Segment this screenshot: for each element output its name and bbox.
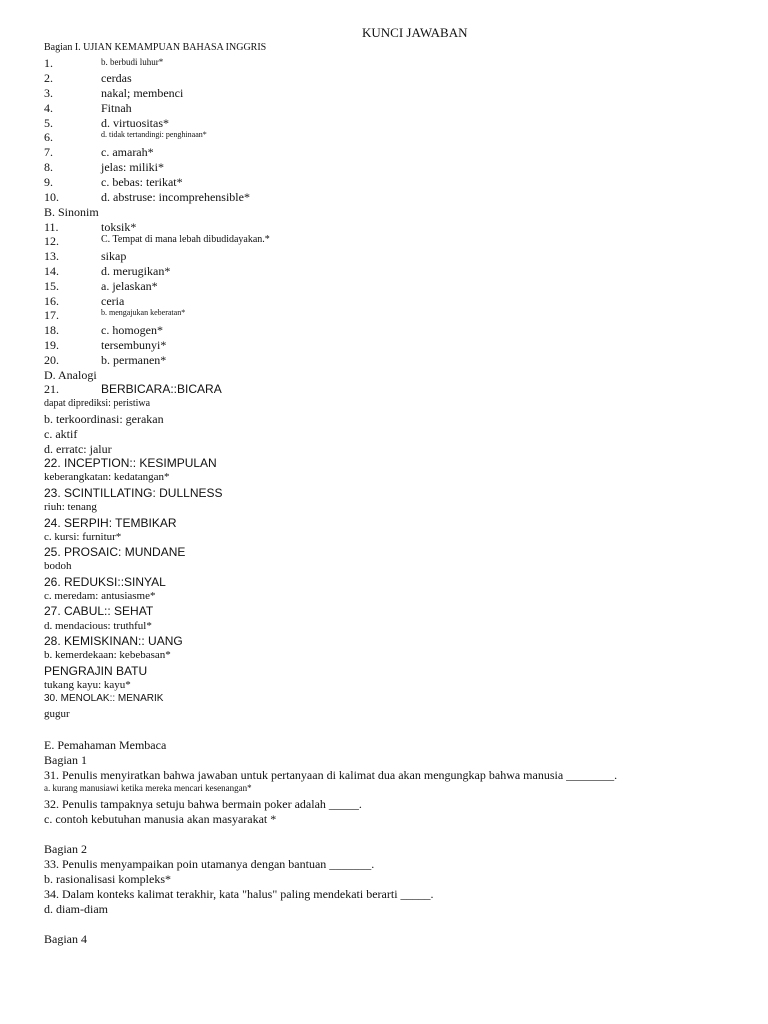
analogy-line: dapat diprediksi: peristiwa	[44, 398, 151, 409]
question-answer: d. diam-diam	[44, 902, 108, 916]
item-answer: a. jelaskan*	[101, 279, 158, 293]
analogy-line: 24. SERPIH: TEMBIKAR	[44, 516, 177, 530]
item-number: 18.	[44, 323, 59, 337]
analogy-line: PENGRAJIN BATU	[44, 664, 148, 678]
item-answer: sikap	[101, 249, 127, 263]
item-number: 13.	[44, 249, 59, 263]
item-number: 16.	[44, 294, 59, 308]
item-number: 6.	[44, 130, 53, 144]
item-answer: b. berbudi luhur*	[101, 57, 164, 67]
question-answer: a. kurang manusiawi ketika mereka mencari kesenangan*	[44, 783, 252, 793]
question-text: 33. Penulis menyampaikan poin utamanya dengan bantuan _______.	[44, 857, 375, 871]
item-answer: tersembunyi*	[101, 338, 167, 352]
analogy-line: b. terkoordinasi: gerakan	[44, 412, 164, 426]
analogy-line: c. kursi: furnitur*	[44, 531, 122, 543]
item-answer: ceria	[101, 294, 125, 308]
item-answer: jelas: miliki*	[101, 160, 164, 174]
analogy-line: tukang kayu: kayu*	[44, 679, 131, 691]
passage-label: Bagian 4	[44, 932, 87, 946]
item-number: 19.	[44, 338, 59, 352]
item-answer: c. amarah*	[101, 145, 154, 159]
item-number: 11.	[44, 220, 59, 234]
item-number: 2.	[44, 71, 53, 85]
item-answer: toksik*	[101, 220, 137, 234]
item-number: 14.	[44, 264, 59, 278]
item-number: 1.	[44, 56, 53, 70]
question-answer: c. contoh kebutuhan manusia akan masyarakat *	[44, 812, 277, 826]
question-answer: b. rasionalisasi kompleks*	[44, 872, 171, 886]
analogy-line: 28. KEMISKINAN:: UANG	[44, 634, 183, 648]
item-answer: Fitnah	[101, 101, 132, 115]
analogy-line: riuh: tenang	[44, 501, 97, 513]
analogy-line: keberangkatan: kedatangan*	[44, 471, 170, 483]
item-number: 4.	[44, 101, 53, 115]
page-title: KUNCI JAWABAN	[362, 25, 468, 40]
item-number: 9.	[44, 175, 53, 189]
analogy-line: bodoh	[44, 560, 72, 572]
analogy-line: d. erratc: jalur	[44, 442, 112, 456]
analogy-line: c. aktif	[44, 427, 78, 441]
item-number: 8.	[44, 160, 53, 174]
item-answer: nakal; membenci	[101, 86, 184, 100]
analogy-line: d. mendacious: truthful*	[44, 620, 152, 632]
item-answer: b. permanen*	[101, 353, 167, 367]
analogy-line: 27. CABUL:: SEHAT	[44, 604, 154, 618]
item-number: 3.	[44, 86, 53, 100]
item-answer: d. tidak tertandingi: penghinaan*	[101, 130, 207, 139]
item-number: 15.	[44, 279, 59, 293]
sinonim-header: B. Sinonim	[44, 205, 99, 219]
passage-label: Bagian 1	[44, 753, 87, 767]
passage-label: Bagian 2	[44, 842, 87, 856]
analogi-header: D. Analogi	[44, 368, 97, 382]
item-answer: C. Tempat di mana lebah dibudidayakan.*	[101, 234, 270, 245]
analogy-line: 23. SCINTILLATING: DULLNESS	[44, 486, 223, 500]
analogy-line: b. kemerdekaan: kebebasan*	[44, 649, 171, 661]
item-answer: d. abstruse: incomprehensible*	[101, 190, 250, 204]
question-text: 31. Penulis menyiratkan bahwa jawaban untuk pertanyaan di kalimat dua akan mengungkap bahwa manusia ________.	[44, 768, 618, 782]
analogy-line: 26. REDUKSI::SINYAL	[44, 575, 166, 589]
item-answer: b. mengajukan keberatan*	[101, 308, 186, 317]
item-number: 21.	[44, 382, 59, 396]
item-answer: cerdas	[101, 71, 132, 85]
item-number: 12.	[44, 234, 59, 248]
item-number: 20.	[44, 353, 59, 367]
item-answer: d. merugikan*	[101, 264, 171, 278]
question-text: 34. Dalam konteks kalimat terakhir, kata "halus" paling mendekati berarti _____.	[44, 887, 434, 901]
analogy-line: c. meredam: antusiasme*	[44, 590, 156, 602]
item-number: 10.	[44, 190, 59, 204]
section-header: Bagian I. UJIAN KEMAMPUAN BAHASA INGGRIS	[44, 42, 267, 53]
item-answer: c. homogen*	[101, 323, 163, 337]
item-number: 17.	[44, 308, 59, 322]
item-number: 7.	[44, 145, 53, 159]
item-number: 5.	[44, 116, 53, 130]
item-answer: d. virtuositas*	[101, 116, 169, 130]
analogy-line: 22. INCEPTION:: KESIMPULAN	[44, 456, 217, 470]
reading-header: E. Pemahaman Membaca	[44, 738, 167, 752]
item-answer: c. bebas: terikat*	[101, 175, 183, 189]
analogy-line: 25. PROSAIC: MUNDANE	[44, 545, 186, 559]
analogy-line: 30. MENOLAK:: MENARIK	[44, 693, 164, 704]
analogy-pair: BERBICARA::BICARA	[101, 382, 222, 396]
question-text: 32. Penulis tampaknya setuju bahwa bermain poker adalah _____.	[44, 797, 362, 811]
analogy-line: gugur	[44, 708, 70, 720]
